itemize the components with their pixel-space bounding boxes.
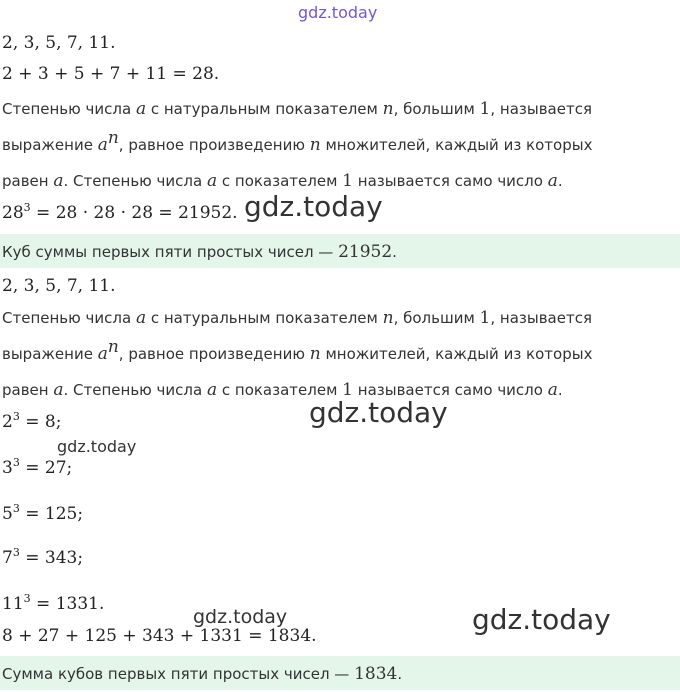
watermark: gdz.today: [309, 396, 448, 429]
cube-11: $11^3 = 1331$.: [2, 592, 105, 614]
watermark: gdz.today: [472, 603, 611, 636]
definition-line-3: равен a. Степенью числа a с показателем 1 называется само число a.: [2, 171, 563, 191]
answer-2: Сумма кубов первых пяти простых чисел — 1834.: [2, 664, 403, 684]
primes-list-2: 2, 3, 5, 7, 11.: [2, 276, 116, 296]
watermark: gdz.today: [193, 606, 288, 628]
watermark: gdz.today: [244, 190, 383, 223]
definition-line-2: выражение $a^n$, равное произведению n множителей, каждый из которых: [2, 128, 593, 155]
definition-line-2b: выражение $a^n$, равное произведению n множителей, каждый из которых: [2, 337, 593, 364]
watermark: gdz.today: [298, 3, 378, 22]
cube-7: $7^3 = 343$;: [2, 546, 84, 568]
definition-line-1b: Степенью числа a с натуральным показателем n, большим 1, называется: [2, 308, 592, 328]
cube-5: $5^3 = 125$;: [2, 502, 84, 524]
primes-list: 2, 3, 5, 7, 11.: [2, 33, 116, 53]
sum-equation: 2 + 3 + 5 + 7 + 11 = 28.: [2, 64, 220, 84]
cube-3: $3^3 = 27$;: [2, 456, 73, 478]
cube-2: $2^3 = 8$;: [2, 410, 62, 432]
answer-1: Куб суммы первых пяти простых чисел — 21952.: [2, 242, 397, 262]
definition-line-3b: равен a. Степенью числа a с показателем 1 называется само число a.: [2, 380, 563, 400]
definition-line-1: Степенью числа a с натуральным показателем n, большим 1, называется: [2, 99, 592, 119]
sum-of-cubes: 8 + 27 + 125 + 343 + 1331 = 1834.: [2, 626, 317, 646]
watermark: gdz.today: [57, 437, 137, 456]
cube-equation: $28^3 = 28 \cdot 28 \cdot 28 = 21952$.: [2, 201, 238, 223]
